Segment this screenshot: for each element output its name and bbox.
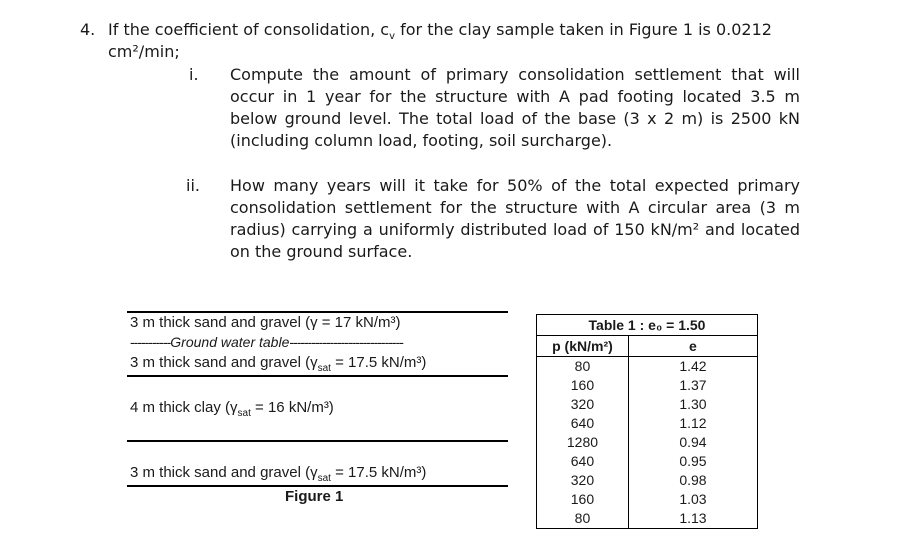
cell-e: 1.12 xyxy=(628,414,757,433)
table-row xyxy=(537,414,758,433)
layer-2-sub: sat xyxy=(317,363,331,374)
layer-4-post: = 17.5 kN/m³) xyxy=(330,464,427,481)
layer-4-sub: sat xyxy=(317,473,331,484)
question-line-1-text: If the coefficient of consolidation, c xyxy=(108,20,390,39)
table-row xyxy=(537,433,758,452)
layer-4-label xyxy=(130,464,426,484)
layer-3-sub: sat xyxy=(237,408,251,419)
part-i-label: i. xyxy=(189,65,199,84)
cell-p: 160 xyxy=(537,490,629,509)
cell-p: 320 xyxy=(537,471,629,490)
cell-e: 1.30 xyxy=(628,395,757,414)
sand-clay-boundary xyxy=(127,375,508,377)
cell-p: 80 xyxy=(537,357,629,377)
table-row xyxy=(537,452,758,471)
question-line-1 xyxy=(108,19,772,48)
cell-e: 1.42 xyxy=(628,357,757,377)
cell-e: 1.03 xyxy=(628,490,757,509)
question-number: 4. xyxy=(80,20,96,39)
table-caption-row xyxy=(537,315,758,336)
layer-1-label: 3 m thick sand and gravel (γ = 17 kN/m³) xyxy=(130,314,401,331)
clay-sand-boundary xyxy=(127,440,508,442)
consolidation-table xyxy=(536,314,758,529)
cell-p: 1280 xyxy=(537,433,629,452)
cell-p: 640 xyxy=(537,452,629,471)
layer-2-post: = 17.5 kN/m³) xyxy=(330,354,427,371)
cell-p: 320 xyxy=(537,395,629,414)
question-line-1-rest: for the clay sample taken in Figure 1 is 0.0212 xyxy=(395,20,772,39)
cell-p: 80 xyxy=(537,509,629,529)
layer-2-text: 3 m thick sand and gravel (γ xyxy=(130,354,318,371)
table-row xyxy=(537,509,758,529)
table-row xyxy=(537,376,758,395)
header-p: p (kN/m²) xyxy=(537,336,629,357)
ground-water-table xyxy=(130,334,403,350)
layer-4-text: 3 m thick sand and gravel (γ xyxy=(130,464,318,481)
cell-p: 160 xyxy=(537,376,629,395)
question-line-2: cm²/min; xyxy=(108,42,180,61)
part-i-text: Compute the amount of primary consolidation settlement that will occur in 1 year for the structure with A pad footing located 3.5 m below ground level. The total load of the base (3 x 2 m) is 2500 kN (including column load, footing, soil surcharge). xyxy=(230,65,800,150)
gwt-label: Ground water table xyxy=(170,334,290,350)
figure-caption: Figure 1 xyxy=(285,488,344,505)
table-row xyxy=(537,471,758,490)
cell-e: 0.94 xyxy=(628,433,757,452)
cv-subscript: v xyxy=(389,31,396,43)
gwt-dash-left: ----------- xyxy=(130,334,171,350)
cell-e: 1.37 xyxy=(628,376,757,395)
gwt-dash-right: ------------------------------- xyxy=(289,334,403,350)
cell-e: 0.95 xyxy=(628,452,757,471)
table-caption: Table 1 : e₀ = 1.50 xyxy=(537,315,758,336)
layer-3-label xyxy=(130,399,334,419)
bottom-boundary xyxy=(127,485,508,487)
part-ii-label: ii. xyxy=(186,176,200,195)
part-ii-text: How many years will it take for 50% of the total expected primary consolidation settlement for the structure with A circular area (3 m radius) carrying a uniformly distributed load of 150 kN/m² and located on the ground surface. xyxy=(230,176,800,261)
cell-e: 0.98 xyxy=(628,471,757,490)
table-header-row xyxy=(537,336,758,357)
header-e: e xyxy=(628,336,757,357)
cell-p: 640 xyxy=(537,414,629,433)
layer-3-text: 4 m thick clay (γ xyxy=(130,399,238,416)
ground-surface-line xyxy=(127,311,508,313)
table-row xyxy=(537,395,758,414)
table-row xyxy=(537,357,758,377)
cell-e: 1.13 xyxy=(628,509,757,529)
layer-2-label xyxy=(130,354,426,374)
table-row xyxy=(537,490,758,509)
layer-3-post: = 16 kN/m³) xyxy=(250,399,334,416)
